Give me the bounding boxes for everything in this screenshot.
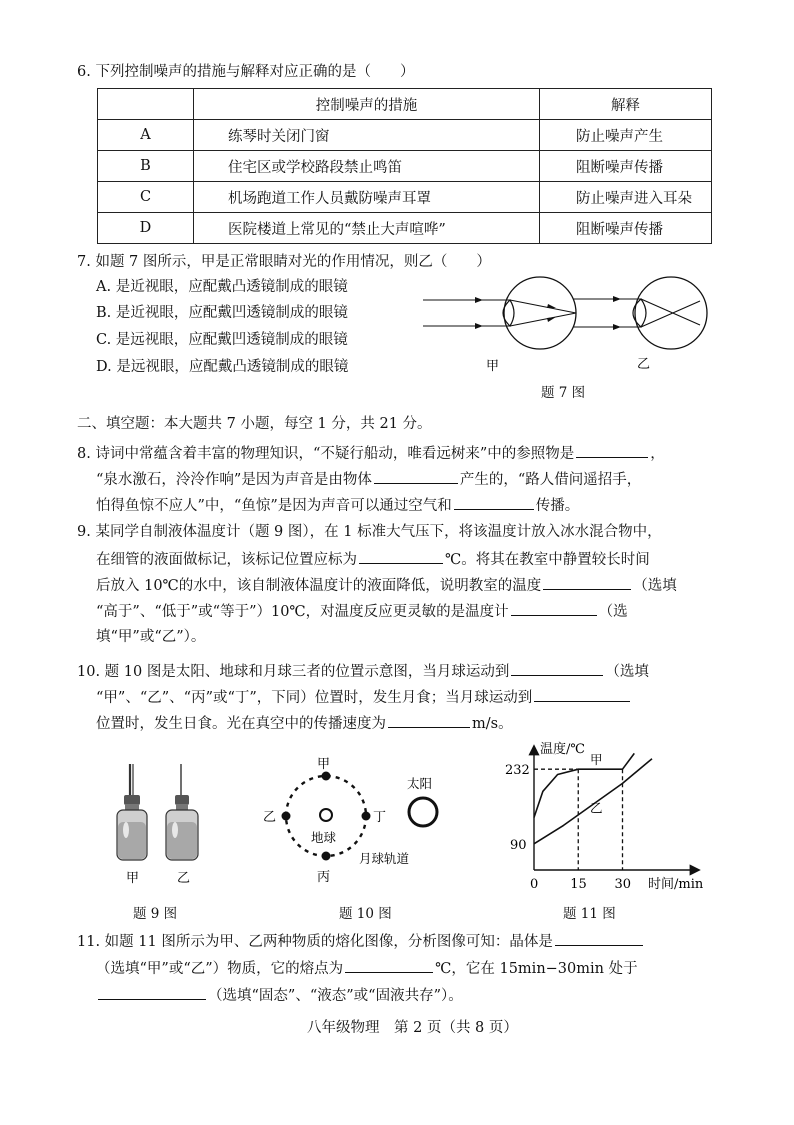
q11-blank-1[interactable]: [555, 930, 643, 946]
q9-text: （选填: [633, 578, 677, 594]
table-row: [98, 120, 712, 151]
row-option: A: [98, 120, 194, 151]
thermometer-jia: [117, 764, 147, 860]
arrow-icon: [613, 296, 621, 302]
eye-jia-ray-refract-top: [510, 300, 576, 313]
row-explain: 防止噪声进入耳朵: [540, 182, 712, 213]
row-option: C: [98, 182, 194, 213]
q8-text: 产生的，“路人借问遥招手，: [459, 472, 642, 488]
q11-text: 11. 如题 11 图所示为甲、乙两种物质的熔化图像，分析图像可知：晶体是: [77, 934, 553, 950]
q9-line4: [96, 600, 628, 622]
q9-blank-1[interactable]: [359, 548, 443, 564]
q7-eye-figure: [415, 270, 715, 380]
x-axis-label: 时间/min: [648, 877, 704, 892]
fig10-label-ding: 丁: [373, 810, 387, 825]
fig11-melting-chart: [498, 735, 728, 895]
q8-text: 8. 诗词中常蕴含着丰富的物理知识，“不疑行船动，唯看远树来”中的参照物是: [77, 446, 575, 462]
q10-text: 位置时，发生日食。光在真空中的传播速度为: [96, 716, 386, 732]
fig10-label-sun: 太阳: [407, 776, 433, 791]
fig10-label-jia: 甲: [317, 757, 331, 772]
row-explain: 阻断噪声传播: [540, 151, 712, 182]
row-measure: 机场跑道工作人员戴防噪声耳罩: [194, 182, 540, 213]
q11-line2: [96, 957, 638, 979]
page-footer: 八年级物理 第 2 页（共 8 页）: [307, 1020, 518, 1036]
q7-option-a: A. 是近视眼，应配戴凸透镜制成的眼镜: [96, 279, 348, 295]
fig11-caption: 题 11 图: [563, 906, 616, 922]
fig10-orbit-diagram: [255, 748, 455, 888]
q9-text: 后放入 10℃的水中，该自制液体温度计的液面降低，说明教室的温度: [96, 578, 542, 594]
arrow-icon: [547, 317, 556, 322]
fig10-label-earth: 地球: [311, 830, 337, 845]
eye-yi-ray-cross-1: [641, 299, 700, 325]
moon-bing: [322, 852, 331, 861]
q9-text: （选: [598, 604, 628, 620]
row-option: B: [98, 151, 194, 182]
table-row: [98, 151, 712, 182]
series-label-yi: 乙: [590, 800, 603, 816]
fig10-label-orbit: 月球轨道: [359, 851, 410, 866]
q11-line1: [77, 930, 645, 952]
x-tick-label: 15: [570, 877, 587, 892]
fig9-caption: 题 9 图: [133, 906, 178, 922]
fig10-label-yi: 乙: [263, 810, 277, 825]
fig9-label-jia: 甲: [126, 871, 140, 886]
q8-line2: [96, 468, 641, 490]
fig10-caption: 题 10 图: [339, 906, 392, 922]
row-explain: 阻断噪声传播: [540, 213, 712, 244]
table-header-blank: [98, 89, 194, 120]
y-axis-label: 温度/℃: [540, 742, 585, 757]
q9-blank-3[interactable]: [511, 600, 597, 616]
row-option: D: [98, 213, 194, 244]
q10-blank-1[interactable]: [511, 660, 603, 676]
q9-line2: [96, 548, 650, 570]
section2-heading: 二、填空题：本大题共 7 小题，每空 1 分，共 21 分。: [77, 416, 432, 432]
q6-stem: 6. 下列控制噪声的措施与解释对应正确的是（ ）: [77, 64, 415, 80]
q9-text: “高于”、“低于”或“等于”）10℃，对温度反应更灵敏的是温度计: [96, 604, 509, 620]
eye-yi-label: 乙: [637, 357, 651, 372]
q10-line1: [77, 660, 649, 682]
table-row: [98, 182, 712, 213]
q11-text: ℃，它在 15min−30min 处于: [435, 961, 638, 977]
row-measure: 练琴时关闭门窗: [194, 120, 540, 151]
q9-line3: [96, 574, 677, 596]
q9-line1: 9. 某同学自制液体温度计（题 9 图），在 1 标准大气压下，将该温度计放入冰水混合物中，: [77, 524, 662, 540]
table-row: [98, 213, 712, 244]
y-tick-label: 232: [505, 763, 530, 779]
q9-line5: 填“甲”或“乙”）。: [96, 629, 206, 645]
y-tick-label: 90: [510, 837, 527, 853]
x-tick-label: 30: [614, 877, 632, 892]
fig9-label-yi: 乙: [177, 871, 191, 886]
arrow-icon: [613, 324, 621, 330]
eye-jia-ray-refract-bottom: [510, 313, 576, 326]
thermometer-yi: [166, 764, 198, 860]
sun: [409, 798, 437, 826]
q10-text: “甲”、“乙”、“丙”或“丁”，下同）位置时，发生月食；当月球运动到: [96, 690, 533, 706]
arrow-icon: [475, 323, 483, 329]
q9-text: ℃。将其在教室中静置较长时间: [445, 552, 650, 568]
row-measure: 医院楼道上常见的“禁止大声喧哗”: [194, 213, 540, 244]
earth: [320, 809, 332, 821]
q8-blank-1[interactable]: [576, 442, 648, 458]
q10-line2: [96, 686, 632, 708]
q7-option-d: D. 是远视眼，应配戴凸透镜制成的眼镜: [96, 359, 349, 375]
q8-text: ，: [650, 446, 665, 462]
noise-table: [97, 88, 712, 244]
x-tick-label: 0: [530, 877, 539, 892]
q11-text: （选填“固态”、“液态”或“固液共存”）。: [208, 988, 463, 1004]
q7-fig-caption: 题 7 图: [541, 385, 586, 401]
q9-blank-2[interactable]: [543, 574, 631, 590]
q11-blank-3[interactable]: [98, 984, 206, 1000]
eye-jia-globe: [504, 277, 576, 349]
q10-line3: [96, 712, 513, 734]
table-header-explain: 解释: [540, 89, 712, 120]
q10-text: （选填: [605, 664, 649, 680]
eye-yi-ray-cross-2: [641, 301, 700, 327]
row-explain: 防止噪声产生: [540, 120, 712, 151]
q7-option-c: C. 是远视眼，应配戴凹透镜制成的眼镜: [96, 332, 348, 348]
q8-line1: [77, 442, 665, 464]
q11-text: （选填“甲”或“乙”）物质，它的熔点为: [96, 961, 344, 977]
table-header-measure: 控制噪声的措施: [194, 89, 540, 120]
moon-yi: [282, 812, 291, 821]
q8-text: “泉水激石，泠泠作响”是因为声音是由物体: [96, 472, 372, 488]
arrow-icon: [547, 304, 556, 308]
moon-ding: [362, 812, 371, 821]
q11-blank-2[interactable]: [345, 957, 433, 973]
row-measure: 住宅区或学校路段禁止鸣笛: [194, 151, 540, 182]
q10-text: 10. 题 10 图是太阳、地球和月球三者的位置示意图，当月球运动到: [77, 664, 510, 680]
q8-blank-3[interactable]: [454, 494, 534, 510]
eye-jia-label: 甲: [486, 359, 500, 374]
q8-text: 怕得鱼惊不应人”中，“鱼惊”是因为声音可以通过空气和: [96, 498, 452, 514]
fig10-label-bing: 丙: [317, 870, 331, 885]
q10-blank-3[interactable]: [388, 712, 470, 728]
q7-option-b: B. 是近视眼，应配戴凹透镜制成的眼镜: [96, 305, 348, 321]
q8-line3: [96, 494, 579, 516]
series-label-jia: 甲: [590, 752, 603, 768]
q7-stem: 7. 如题 7 图所示，甲是正常眼睛对光的作用情况，则乙（ ）: [77, 254, 491, 270]
q10-blank-2[interactable]: [534, 686, 630, 702]
q8-blank-2[interactable]: [374, 468, 458, 484]
q9-text: 在细管的液面做标记，该标记位置应标为: [96, 552, 357, 568]
moon-jia: [322, 772, 331, 781]
arrow-icon: [475, 297, 483, 303]
q8-text: 传播。: [535, 498, 580, 514]
q11-line3: [96, 984, 463, 1006]
fig9-thermometers: [108, 762, 191, 892]
table-header-row: [98, 89, 712, 120]
q10-text: m/s。: [472, 716, 513, 732]
